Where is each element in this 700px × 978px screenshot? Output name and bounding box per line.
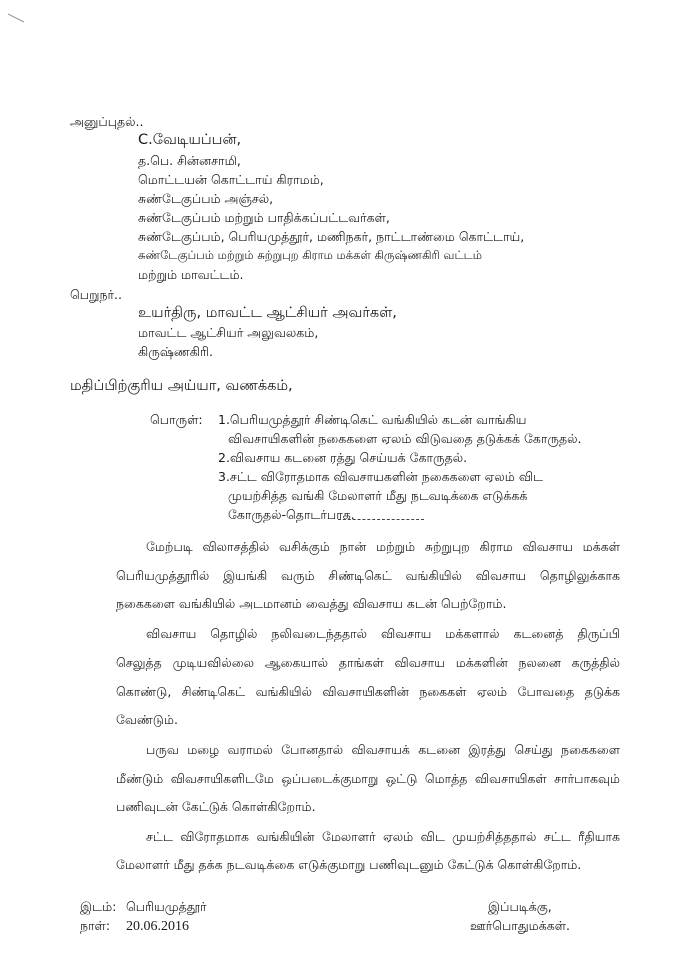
body-line: சட்ட விரோதமாக வங்கியின் மேலாளர் ஏலம் விட முயற்சித்ததால் சட்ட ரீதியாக <box>146 829 620 844</box>
place-value: பெரியமுத்தூர் <box>126 899 207 914</box>
from-line: C.வேடியப்பன், <box>138 132 242 148</box>
subject-line: கோருதல்-தொடர்பாக. <box>228 507 355 522</box>
subject-line: 3.சட்ட விரோதமாக விவசாயகளின் நகைகளை ஏலம் விட <box>218 469 543 484</box>
pen-mark <box>6 4 34 26</box>
subject-line: 1.பெரியமுத்தூர் சிண்டிகெட் வங்கியில் கடன் வாங்கிய <box>218 412 527 427</box>
body-line: விவசாய தொழில் நலிவடைந்ததால் விவசாய மக்களால் கடனைத் திருப்பி <box>146 626 620 641</box>
date-value: 20.06.2016 <box>126 919 189 934</box>
date-label: நாள்: <box>80 918 111 933</box>
signature: ஊர்பொதுமக்கள். <box>470 918 570 933</box>
body-line: மீண்டும் விவசாயிகளிடமே ஒப்படைக்குமாறு ஒட்டு மொத்த விவசாயிகள் சார்பாகவும் <box>116 771 620 786</box>
place-label: இடம்: <box>80 899 117 914</box>
to-line: மாவட்ட ஆட்சியர் அலுவலகம், <box>138 325 319 340</box>
from-label: அனுப்புதல்.. <box>70 114 144 129</box>
body-line: கொண்டு, சிண்டிகெட் வங்கியில் விவசாயிகளின் நகைகள் ஏலம் போவதை தடுக்க <box>116 684 620 699</box>
body-line: மேற்படி விலாசத்தில் வசிக்கும் நான் மற்றும் சுற்றுபுற கிராம விவசாய மக்கள் <box>146 539 620 554</box>
body-line: நகைகளை வங்கியில் அடமானம் வைத்து விவசாய கடன் பெற்றோம். <box>116 596 507 611</box>
subject-label: பொருள்: <box>150 412 203 427</box>
body-line: பணிவுடன் கேட்டுக் கொள்கிறோம். <box>116 799 316 814</box>
from-line: சுண்டேகுப்பம் அஞ்சல், <box>138 191 274 206</box>
to-line: கிருஷ்ணகிரி. <box>138 344 213 359</box>
from-line: மொட்டயன் கொட்டாய் கிராமம், <box>138 172 324 187</box>
subject-line: முயற்சித்த வங்கி மேலாளர் மீது நடவடிக்கை எடுக்கக் <box>228 488 528 503</box>
subject-line: விவசாயிகளின் நகைகளை ஏலம் விடுவதை தடுக்கக் கோருதல். <box>228 431 582 446</box>
subject-line: 2.விவசாய கடனை ரத்து செய்யக் கோருதல். <box>218 450 468 465</box>
body-line: செலுத்த முடியவில்லை ஆகையால் தாங்கள் விவசாய மக்களின் நலனை கருத்தில் <box>116 655 620 670</box>
from-line: த.பெ. சின்னசாமி, <box>138 153 241 168</box>
from-line: மற்றும் மாவட்டம். <box>138 267 244 282</box>
body-line: பருவ மழை வராமல் போனதால் விவசாயக் கடனை இரத்து செய்து நகைகளை <box>146 742 620 757</box>
closing: இப்படிக்கு, <box>488 899 552 914</box>
to-line: உயர்திரு, மாவட்ட ஆட்சியர் அவர்கள், <box>138 305 397 321</box>
from-line: சுண்டேகுப்பம் மற்றும் பாதிக்கப்பட்டவர்கள், <box>138 210 390 225</box>
divider <box>338 519 424 520</box>
from-line: சுண்டேகுப்பம், பெரியமுத்தூர், மணிநகர், நாட்டாண்மை கொட்டாய், <box>138 229 525 244</box>
salutation: மதிப்பிற்குரிய அய்யா, வணக்கம், <box>70 378 293 394</box>
to-label: பெறுநர்.. <box>70 287 122 302</box>
body-line: பெரியமுத்தூரில் இயங்கி வரும் சிண்டிகெட் வங்கியில் விவசாய தொழிலுக்காக <box>116 568 620 583</box>
body-line: வேண்டும். <box>116 712 178 727</box>
from-line: சுண்டேகுப்பம் மற்றும் சுற்றுபுற கிராம மக்கள் கிருஷ்ணகிரி வட்டம் <box>138 248 483 262</box>
body-line: மேலாளர் மீது தக்க நடவடிக்கை எடுக்குமாறு பணிவுடனும் கேட்டுக் கொள்கிறோம். <box>116 857 582 872</box>
